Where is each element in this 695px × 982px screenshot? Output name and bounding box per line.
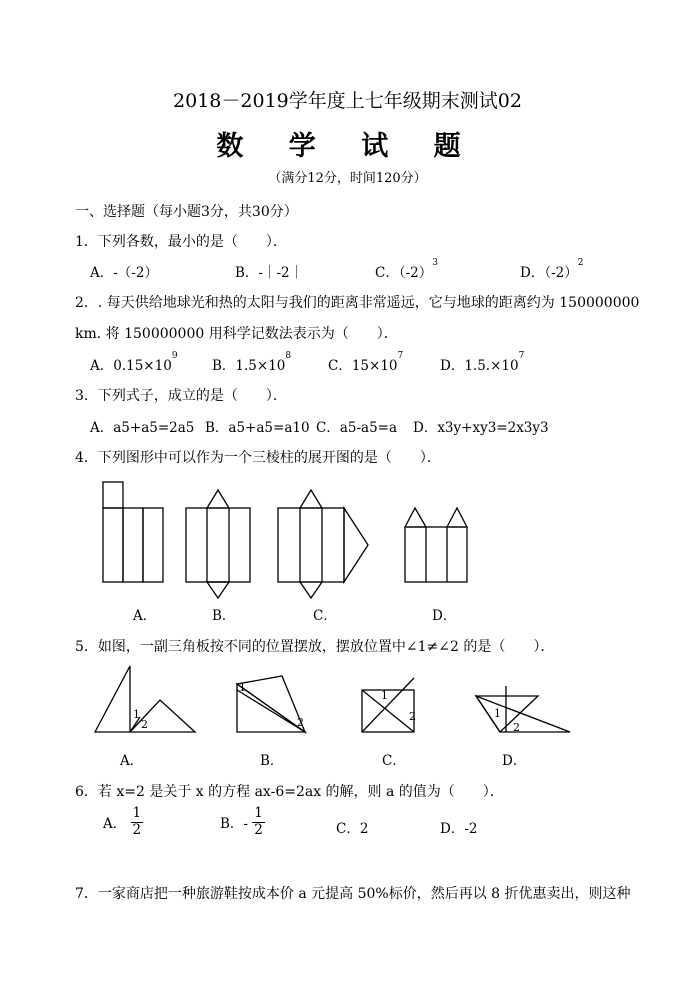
q6-option-b: B．- $\frac{1}{2}$ xyxy=(220,805,263,838)
section-heading: 一、选择题（每小题3分，共30分） xyxy=(75,204,298,220)
q5-label-a: A． xyxy=(120,753,144,769)
question-4-stem: 4．下列图形中可以作为一个三棱柱的展开图的是（ ）． xyxy=(75,450,441,466)
exam-title: 2018－2019学年度上七年级期末测试02 xyxy=(173,90,522,112)
q1-option-b: B．-｜-2｜ xyxy=(235,265,304,281)
q4-label-d: D． xyxy=(432,608,457,624)
prism-nets-bottoms xyxy=(0,470,695,600)
q6-fraction-a: $\frac{1}{2}$ xyxy=(132,805,142,838)
angle-label-2-b: 2 xyxy=(297,716,304,729)
q4-label-a: A． xyxy=(133,608,157,624)
q2-option-b: B．$1.5\times 10^8$ xyxy=(212,351,292,374)
exam-info: （满分12分，时间120分） xyxy=(268,171,427,186)
angle-label-1-b: 1 xyxy=(239,681,246,694)
q6-option-c: C．2 xyxy=(336,821,369,837)
q2-option-d: D．$1.5.\times 10^7$ xyxy=(440,351,525,374)
angle-label-2-c: 2 xyxy=(409,710,416,723)
q5-label-c: C． xyxy=(382,753,406,769)
subject-title: 数 学 试 题 xyxy=(216,131,479,162)
q2-option-c: C．$15\times 10^7$ xyxy=(328,351,404,374)
question-3-stem: 3．下列式子，成立的是（ ）． xyxy=(75,388,287,404)
question-6-stem: 6．若 x=2 是关于 x 的方程 ax-6=2ax 的解，则 a 的值为（ ）． xyxy=(75,784,504,800)
q6-option-a: A． $\frac{1}{2}$ xyxy=(103,805,142,838)
q1-option-c: C．$(-2)^3$ xyxy=(375,258,438,281)
board-d xyxy=(476,686,570,732)
q5-label-b: B． xyxy=(260,753,284,769)
board-b xyxy=(237,676,305,732)
q5-label-d: D． xyxy=(502,753,527,769)
angle-label-1-a: 1 xyxy=(133,708,140,721)
q1-option-d: D．$(-2)^2$ xyxy=(520,258,584,281)
triangle-boards-figure xyxy=(0,660,695,740)
q3-option-c: C．a5-a5=a xyxy=(316,420,398,436)
angle-label-1-d: 1 xyxy=(494,707,501,720)
angle-label-2-d: 2 xyxy=(513,721,520,734)
q1-option-a: A．-（-2） xyxy=(90,265,158,281)
angle-label-2-a: 2 xyxy=(141,718,148,731)
board-c xyxy=(362,678,414,732)
question-2-line-2: km. 将 150000000 用科学记数法表示为（ ）． xyxy=(75,326,398,342)
q3-option-a: A．a5+a5=2a5 xyxy=(90,420,195,436)
q3-option-d: D．x3y+xy3=2x3y3 xyxy=(413,420,549,436)
question-2-line-1: 2．. 每天供给地球光和热的太阳与我们的距离非常遥远，它与地球的距离约为 150000000 xyxy=(75,295,640,311)
question-7-stem: 7．一家商店把一种旅游鞋按成本价 a 元提高 50%标价，然后再以 8 折优惠卖出，则这种 xyxy=(75,886,631,902)
angle-label-1-c: 1 xyxy=(381,689,388,702)
q6-option-d: D．-2 xyxy=(440,821,478,837)
q4-label-c: C． xyxy=(313,608,337,624)
q3-option-b: B．a5+a5=a10 xyxy=(205,420,310,436)
q4-label-b: B． xyxy=(212,608,236,624)
question-5-stem: 5．如图，一副三角板按不同的位置摆放，摆放位置中∠1≠∠2 的是（ ）． xyxy=(75,639,555,655)
question-1-stem: 1．下列各数，最小的是（ ）． xyxy=(75,234,287,250)
q2-option-a: A．$0.15\times 10^9$ xyxy=(90,351,178,374)
q6-fraction-b: $\frac{1}{2}$ xyxy=(254,805,263,838)
